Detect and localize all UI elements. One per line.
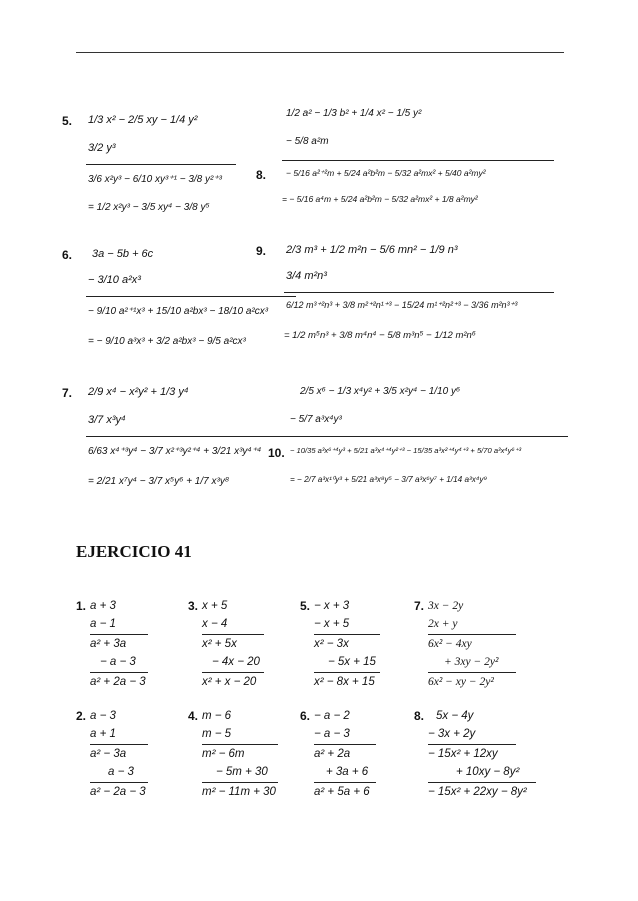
problem-number: 8. xyxy=(256,168,267,182)
rule xyxy=(90,782,148,783)
rule xyxy=(90,672,148,673)
multiplicand: 3a − 5b + 6c xyxy=(92,248,154,260)
multiplier: 3/7 x³y⁴ xyxy=(88,414,126,426)
exercise-number: 3. xyxy=(188,599,199,613)
partial-1: a² + 2a xyxy=(314,748,351,760)
problem-8 xyxy=(256,108,556,220)
problem-number: 9. xyxy=(256,244,267,258)
partial-2: a − 3 xyxy=(108,766,134,778)
result: = − 2/7 a³x¹⁰y³ + 5/21 a³x⁸y⁵ − 3/7 a³x⁶y⁷ + 1/14 a³x⁴y⁹ xyxy=(290,475,488,484)
problem-number: 7. xyxy=(62,386,73,400)
partial-1: 6x² − 4xy xyxy=(428,638,472,650)
product-rule xyxy=(86,164,236,165)
problem-9 xyxy=(256,238,556,358)
rule xyxy=(202,744,278,745)
multiplicand: − a − 2 xyxy=(314,710,350,722)
partial-2: + 10xy − 8y² xyxy=(456,766,520,778)
multiplicand: − x + 3 xyxy=(314,600,350,612)
multiplier: − x + 5 xyxy=(314,618,350,630)
partial-2: + 3a + 6 xyxy=(326,766,369,778)
multiplicand: 2/3 m³ + 1/2 m²n − 5/6 mn² − 1/9 n³ xyxy=(286,244,458,256)
partial-product: 6/12 m³⁺²n³ + 3/8 m²⁺²n¹⁺³ − 15/24 m¹⁺²n²⁺³ − 3/36 m²n³⁺³ xyxy=(286,300,518,310)
result: = 2/21 x⁷y⁴ − 3/7 x⁵y⁶ + 1/7 x³y⁸ xyxy=(88,476,230,487)
multiplicand: 5x − 4y xyxy=(436,710,474,722)
multiplicand: 3x − 2y xyxy=(428,600,464,612)
rule xyxy=(202,634,264,635)
multiplier: − 5/7 a³x⁴y³ xyxy=(290,414,342,425)
multiplier: − 5/8 a²m xyxy=(286,136,329,147)
partial-product: − 10/35 a³x⁶⁺⁴y³ + 5/21 a³x⁴⁺⁴y²⁺³ − 15/35 a³x²⁺⁴y⁴⁺³ + 5/70 a³x⁴y⁶⁺³ xyxy=(290,446,522,455)
product: x² − 8x + 15 xyxy=(314,676,375,688)
product-rule xyxy=(282,160,554,161)
rule xyxy=(314,672,380,673)
multiplier: 2x + y xyxy=(428,618,458,630)
partial-2: − 5x + 15 xyxy=(328,656,376,668)
product-rule xyxy=(288,436,568,437)
problem-10 xyxy=(256,380,568,500)
problem-6 xyxy=(62,248,282,360)
partial-2: − 4x − 20 xyxy=(212,656,260,668)
multiplier: a − 1 xyxy=(90,618,116,630)
multiplicand: 1/3 x² − 2/5 xy − 1/4 y² xyxy=(88,114,198,126)
product-rule xyxy=(284,292,554,293)
problem-number: 10. xyxy=(268,446,285,460)
partial-1: − 15x² + 12xy xyxy=(428,748,498,760)
product: m² − 11m + 30 xyxy=(202,786,276,798)
result: = 1/2 x²y³ − 3/5 xy⁴ − 3/8 y⁵ xyxy=(88,202,210,213)
section-title: EJERCICIO 41 xyxy=(76,542,192,561)
partial-2: + 3xy − 2y² xyxy=(444,656,499,668)
exercise-number: 4. xyxy=(188,709,199,723)
product: − 15x² + 22xy − 8y² xyxy=(428,786,527,798)
partial-1: x² + 5x xyxy=(202,638,237,650)
multiplier: m − 5 xyxy=(202,728,232,740)
multiplier: 3/4 m²n³ xyxy=(286,270,327,282)
multiplicand: a + 3 xyxy=(90,600,116,612)
multiplier: − 3/10 a²x³ xyxy=(88,274,141,286)
multiplier: − a − 3 xyxy=(314,728,350,740)
exercise-number: 8. xyxy=(414,709,425,723)
product: a² + 5a + 6 xyxy=(314,786,370,798)
multiplicand: 1/2 a² − 1/3 b² + 1/4 x² − 1/5 y² xyxy=(286,108,422,119)
multiplicand: 2/5 x⁶ − 1/3 x⁴y² + 3/5 x²y⁴ − 1/10 y⁶ xyxy=(300,386,461,397)
exercise-number: 5. xyxy=(300,599,311,613)
rule xyxy=(314,782,376,783)
problem-5 xyxy=(62,108,222,220)
partial-product: − 9/10 a²⁺¹x³ + 15/10 a²bx³ − 18/10 a²cx³ xyxy=(88,306,269,317)
multiplicand: a − 3 xyxy=(90,710,116,722)
multiplier: − 3x + 2y xyxy=(428,728,476,740)
partial-product: − 5/16 a²⁺²m + 5/24 a²b²m − 5/32 a²mx² + 5/40 a²my² xyxy=(286,168,486,178)
partial-1: m² − 6m xyxy=(202,748,245,760)
exercise-number: 6. xyxy=(300,709,311,723)
rule xyxy=(202,782,278,783)
result: = 1/2 m⁵n³ + 3/8 m⁴n⁴ − 5/8 m³n⁵ − 1/12 m²n⁶ xyxy=(284,330,476,341)
product: a² + 2a − 3 xyxy=(90,676,146,688)
multiplier: x − 4 xyxy=(202,618,228,630)
partial-1: a² + 3a xyxy=(90,638,127,650)
multiplier: a + 1 xyxy=(90,728,116,740)
rule xyxy=(90,634,148,635)
problem-7 xyxy=(62,380,282,500)
partial-1: a² − 3a xyxy=(90,748,127,760)
rule xyxy=(314,744,376,745)
multiplicand: x + 5 xyxy=(202,600,228,612)
exercise-number: 7. xyxy=(414,599,425,613)
result: = − 5/16 a⁴m + 5/24 a²b²m − 5/32 a²mx² + 1/8 a²my² xyxy=(282,194,478,204)
rule xyxy=(428,672,516,673)
rule xyxy=(314,634,380,635)
problem-number: 5. xyxy=(62,114,73,128)
rule xyxy=(428,744,516,745)
product: x² + x − 20 xyxy=(202,676,257,688)
multiplicand: 2/9 x⁴ − x²y² + 1/3 y⁴ xyxy=(88,386,189,398)
partial-product: 3/6 x²y³ − 6/10 xy³⁺¹ − 3/8 y²⁺³ xyxy=(88,174,222,185)
header-rule xyxy=(76,52,564,53)
product: a² − 2a − 3 xyxy=(90,786,146,798)
multiplicand: m − 6 xyxy=(202,710,232,722)
exercise-number: 2. xyxy=(76,709,87,723)
partial-2: − 5m + 30 xyxy=(216,766,268,778)
multiplier: 3/2 y³ xyxy=(88,142,116,154)
rule xyxy=(202,672,264,673)
problem-number: 6. xyxy=(62,248,73,262)
partial-1: x² − 3x xyxy=(314,638,349,650)
rule xyxy=(428,634,516,635)
partial-2: − a − 3 xyxy=(100,656,136,668)
partial-product: 6/63 x⁴⁺³y⁴ − 3/7 x²⁺³y²⁺⁴ + 3/21 x³y⁴⁺⁴ xyxy=(88,446,262,457)
result: = − 9/10 a³x³ + 3/2 a²bx³ − 9/5 a²cx³ xyxy=(88,336,246,347)
rule xyxy=(90,744,148,745)
exercise-number: 1. xyxy=(76,599,87,613)
product: 6x² − xy − 2y² xyxy=(428,676,494,688)
rule xyxy=(428,782,536,783)
